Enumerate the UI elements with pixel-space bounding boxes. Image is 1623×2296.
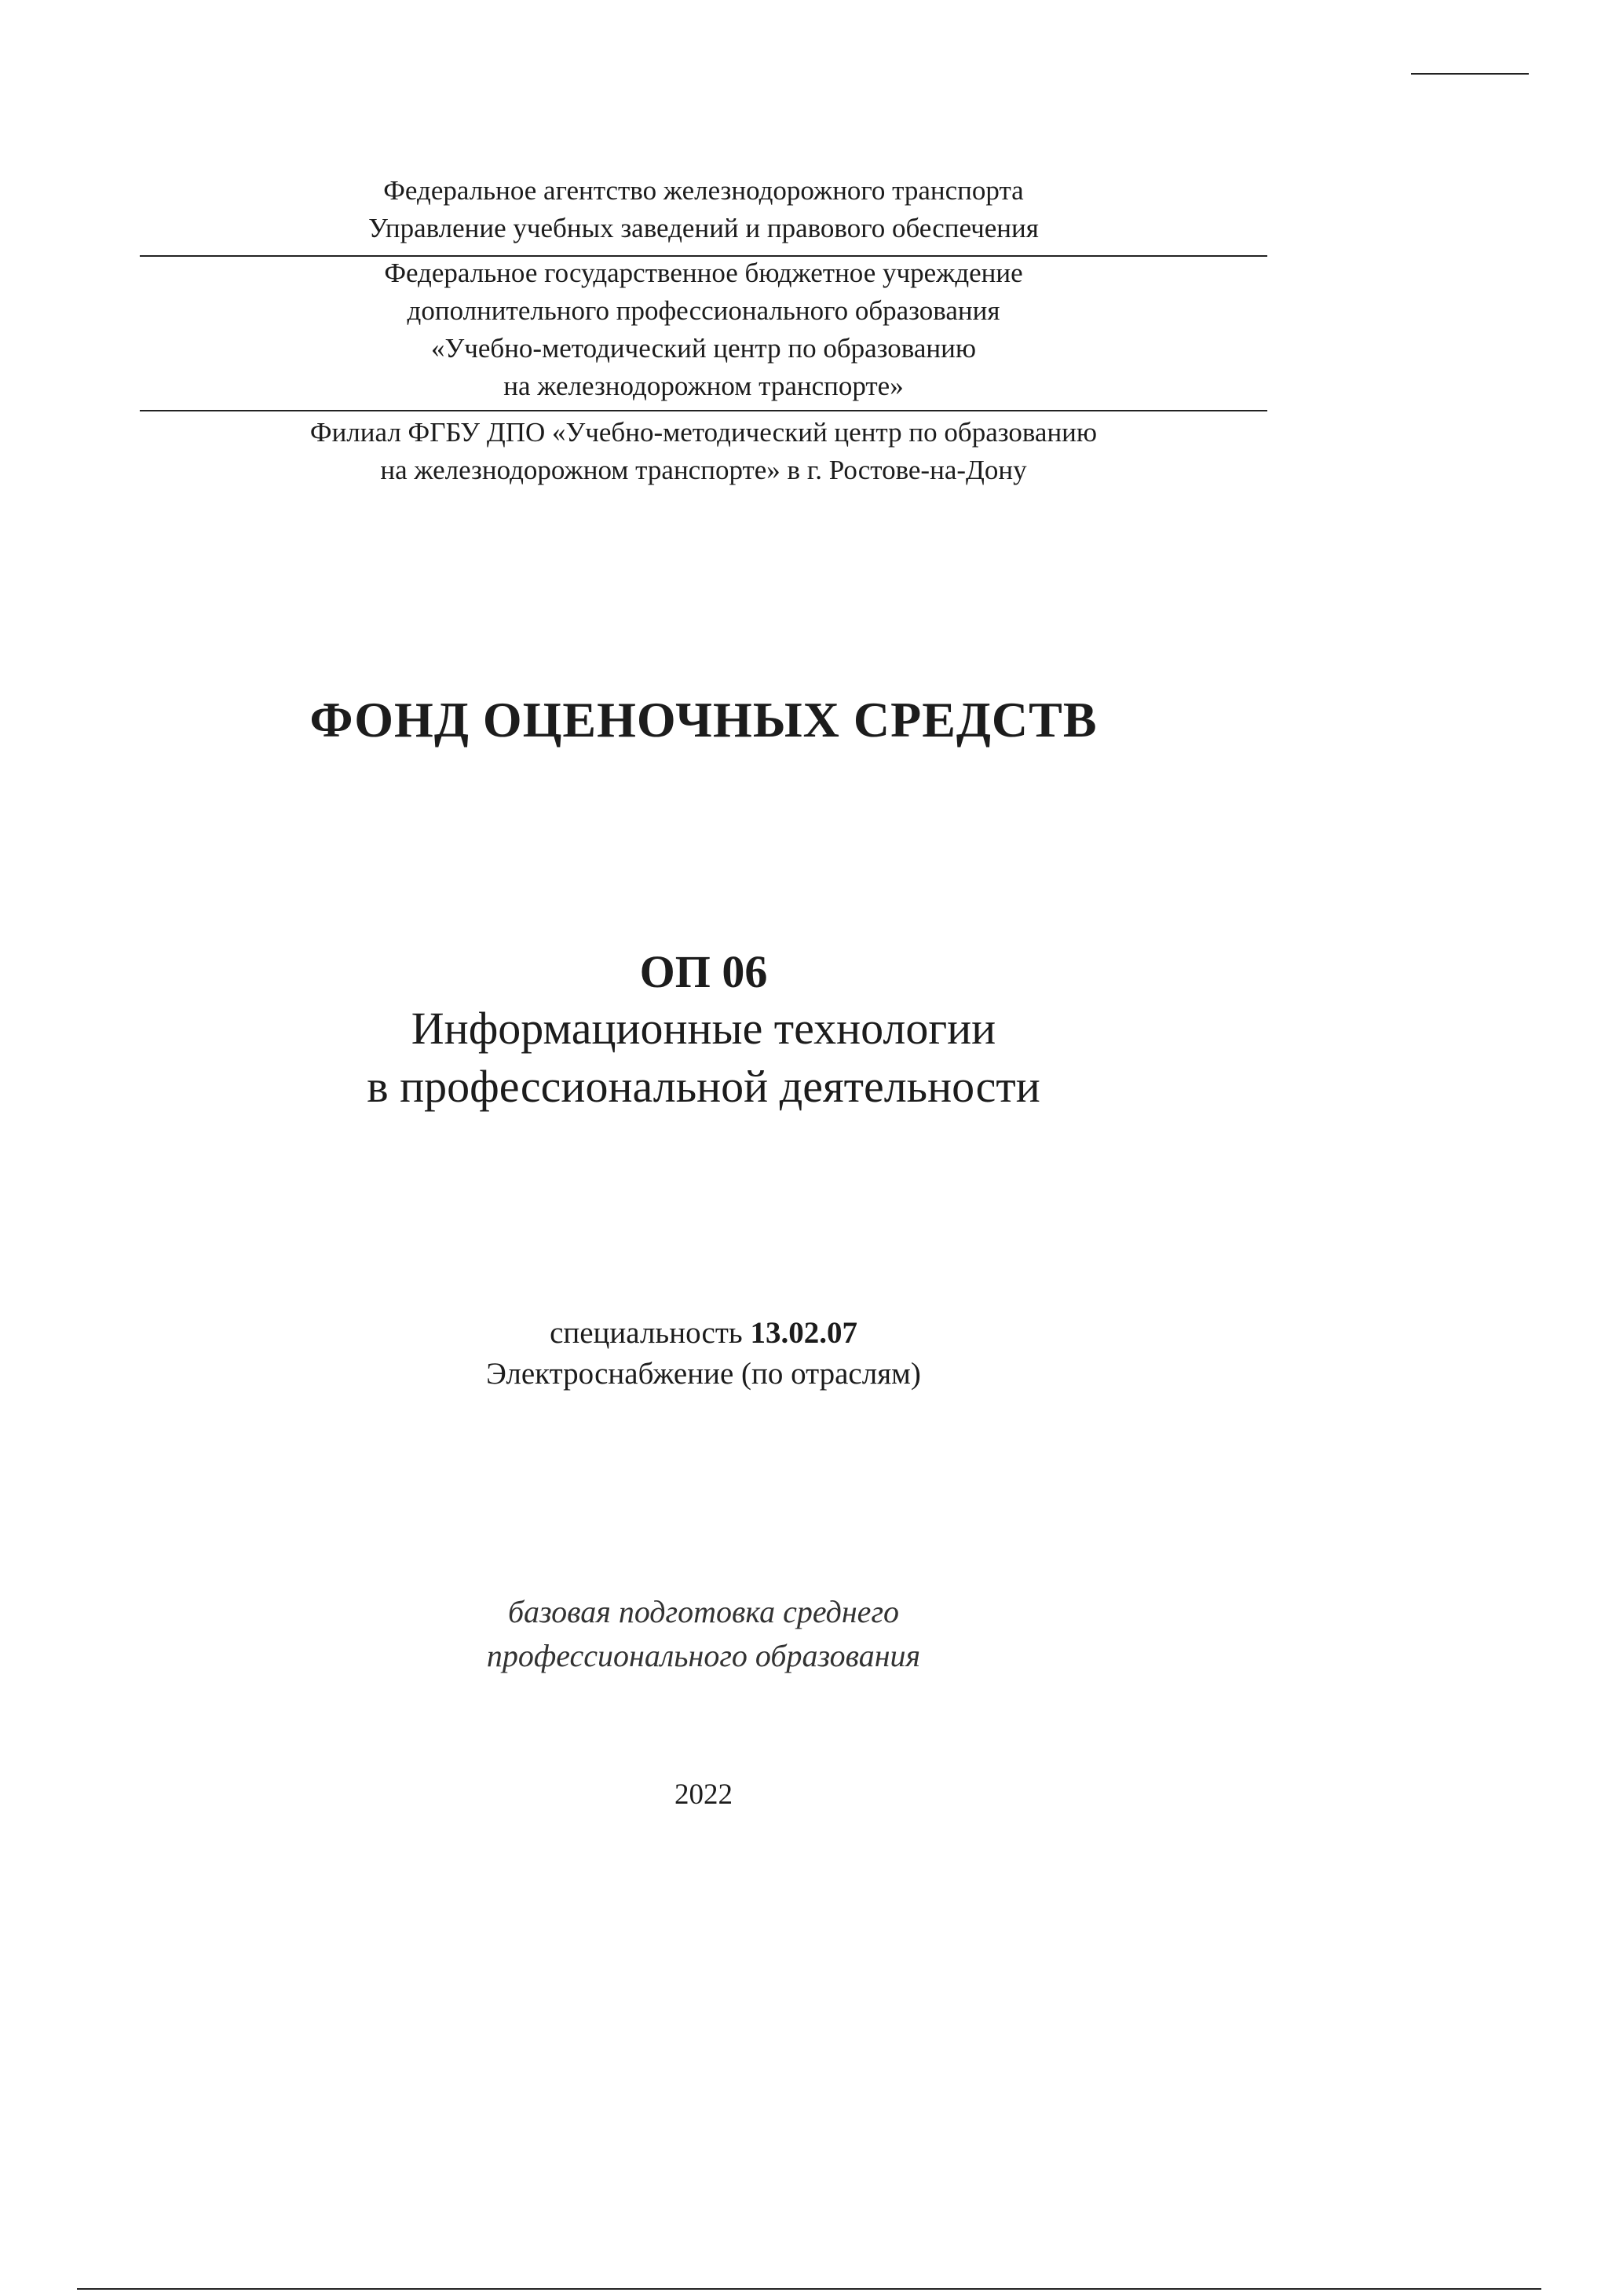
- document-title-block: [140, 689, 1267, 751]
- institution-block: [140, 254, 1267, 405]
- document-title: ФОНД ОЦЕНОЧНЫХ СРЕДСТВ: [309, 692, 1098, 748]
- specialty-prefix: специальность: [550, 1316, 743, 1350]
- training-level-block: [140, 1590, 1267, 1678]
- specialty-name: Электроснабжение (по отраслям): [486, 1357, 921, 1391]
- agency-block: [140, 172, 1267, 247]
- discipline-block: [140, 945, 1267, 1116]
- institution-line: дополнительного профессионального образования: [407, 295, 1000, 326]
- branch-line: Филиал ФГБУ ДПО «Учебно-методический центр по образованию: [309, 417, 1098, 448]
- discipline-name-line: Информационные технологии: [411, 1003, 996, 1054]
- agency-line: Управление учебных заведений и правового обеспечения: [368, 213, 1039, 243]
- institution-line: Федеральное государственное бюджетное учреждение: [384, 258, 1023, 288]
- top-right-rule: [1411, 73, 1529, 75]
- training-level-line: профессионального образования: [486, 1638, 921, 1673]
- header-divider: [140, 410, 1267, 411]
- specialty-line: [140, 1313, 1267, 1354]
- training-level-line: базовая подготовка среднего: [507, 1594, 900, 1629]
- agency-line: Федеральное агентство железнодорожного транспорта: [383, 175, 1024, 206]
- branch-block: [140, 414, 1267, 489]
- bottom-rule: [77, 2288, 1541, 2290]
- institution-line: на железнодорожном транспорте»: [503, 371, 904, 401]
- publication-year: 2022: [674, 1779, 733, 1811]
- specialty-block: [140, 1313, 1267, 1395]
- year-block: [140, 1776, 1267, 1814]
- branch-line: на железнодорожном транспорте» в г. Ростове-на-Дону: [380, 455, 1027, 485]
- discipline-code: ОП 06: [639, 946, 768, 997]
- institution-line: «Учебно-методический центр по образованию: [430, 333, 977, 364]
- discipline-name-line: в профессиональной деятельности: [367, 1061, 1040, 1112]
- specialty-code: 13.02.07: [750, 1316, 857, 1350]
